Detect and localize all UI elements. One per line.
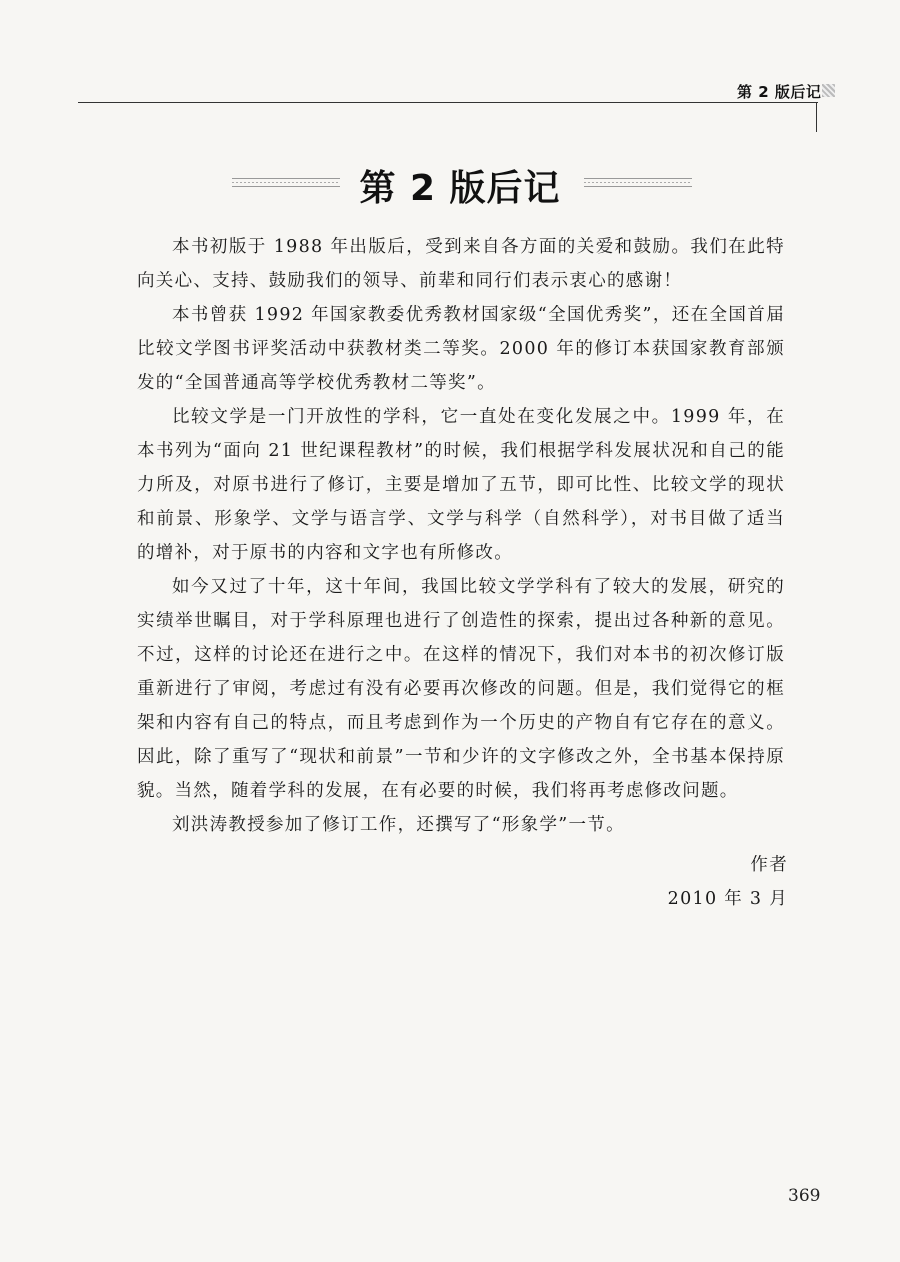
paragraph: 如今又过了十年，这十年间，我国比较文学学科有了较大的发展，研究的实绩举世瞩目，对于学科原理也进行了创造性的探索，提出过各种新的意见。不过，这样的讨论还在进行之中。在这样的情况下，我们对本书的初次修订版重新进行了审阅，考虑过有没有必要再次修改的问题。但是，我们觉得它的框架和内容有自己的特点，而且考虑到作为一个历史的产物自有它存在的意义。因此，除了重写了“现状和前景”一节和少许的文字修改之外，全书基本保持原貌。当然，随着学科的发展，在有必要的时候，我们将再考虑修改问题。: [137, 577, 785, 801]
page-number: 369: [788, 1186, 821, 1206]
page-title: 第 2 版后记: [359, 168, 561, 209]
paragraph: 本书曾获 1992 年国家教委优秀教材国家级“全国优秀奖”，还在全国首届比较文学图书评奖活动中获教材类二等奖。2000 年的修订本获国家教育部颁发的“全国普通高等学校优秀教材二等奖”。: [137, 305, 785, 393]
body-text: [137, 230, 785, 842]
header-ornament-icon: [822, 84, 835, 97]
paragraph: 比较文学是一门开放性的学科，它一直处在变化发展之中。1999 年，在本书列为“面向 21 世纪课程教材”的时候，我们根据学科发展状况和自己的能力所及，对原书进行了修订，主要是增加了五节，即可比性、比较文学的现状和前景、形象学、文学与语言学、文学与科学（自然科学），对书目做了适当的增补，对于原书的内容和文字也有所修改。: [137, 407, 785, 563]
signature-block: [668, 848, 788, 916]
header-rule: [78, 102, 818, 103]
title-ornament-left: [232, 178, 340, 188]
paragraph: 本书初版于 1988 年出版后，受到来自各方面的关爱和鼓励。我们在此特向关心、支持、鼓励我们的领导、前辈和同行们表示衷心的感谢！: [137, 237, 785, 291]
running-header: [0, 78, 900, 138]
signature-author: 作者: [750, 855, 788, 875]
header-vertical-rule: [816, 102, 817, 132]
title-block: [0, 160, 900, 210]
signature-date: 2010 年 3 月: [667, 889, 788, 909]
title-ornament-right: [584, 178, 692, 188]
running-header-title: 第 2 版后记: [737, 83, 822, 101]
paragraph: 刘洪涛教授参加了修订工作，还撰写了“形象学”一节。: [172, 815, 625, 835]
